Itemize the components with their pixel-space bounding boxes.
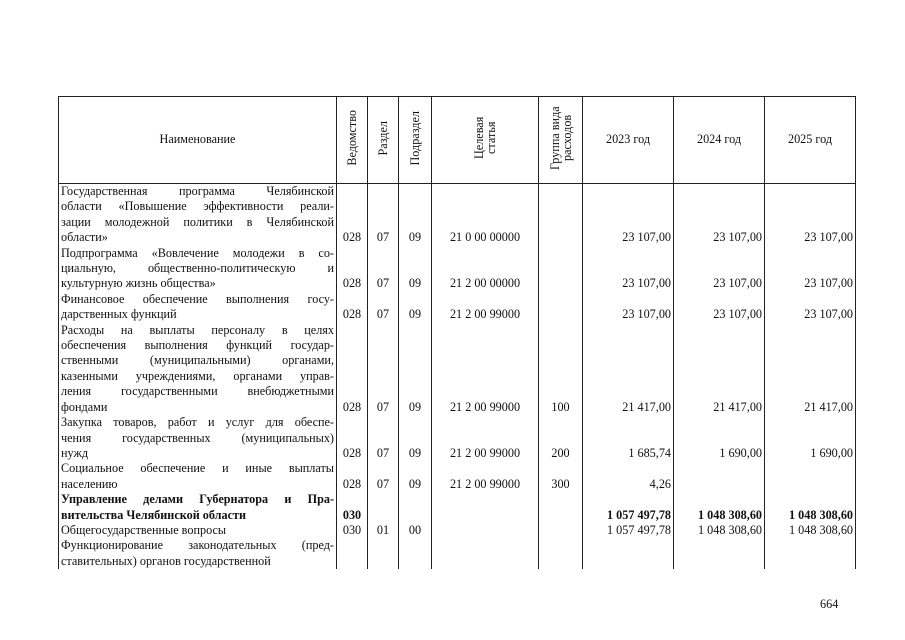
row-name: [59, 292, 337, 323]
row-celevaya: 21 2 00 99000: [432, 461, 539, 492]
row-name-line: обеспечения выполнения функций государ-: [61, 338, 334, 353]
header-gruppa: Группа вида расходов: [539, 97, 583, 184]
row-celevaya: 21 0 00 00000: [432, 184, 539, 246]
row-razdel: 07: [368, 461, 399, 492]
row-name-line: Подпрограмма «Вовлечение молодежи в со-: [61, 245, 334, 260]
row-gruppa: 300: [539, 461, 583, 492]
row-vedomstvo: 028: [337, 246, 368, 292]
row-vedomstvo: 028: [337, 461, 368, 492]
row-razdel: [368, 492, 399, 523]
row-2025: 23 107,00: [765, 246, 856, 292]
row-name: [59, 184, 337, 246]
row-name-line: ления государственными внебюджетными: [61, 384, 334, 399]
row-name-line: нужд: [61, 445, 89, 460]
row-gruppa: [539, 492, 583, 523]
row-razdel: 07: [368, 415, 399, 461]
row-gruppa: [539, 184, 583, 246]
row-podrazdel: 09: [399, 184, 432, 246]
row-celevaya: 21 2 00 00000: [432, 246, 539, 292]
row-razdel: [368, 538, 399, 569]
row-name-line: зации молодежной политики в Челябинской: [61, 214, 334, 229]
row-2025: 21 417,00: [765, 323, 856, 415]
row-name-line: фондами: [61, 399, 108, 414]
table-body: [59, 184, 856, 570]
header-2025: 2025 год: [765, 97, 856, 184]
row-name: [59, 492, 337, 523]
row-celevaya: [432, 492, 539, 523]
row-name-line: циальную, общественно-политическую и: [61, 261, 334, 276]
row-2023: 23 107,00: [583, 246, 674, 292]
row-name: [59, 523, 337, 538]
row-celevaya: 21 2 00 99000: [432, 323, 539, 415]
row-name-line: Общегосударственные вопросы: [61, 522, 227, 537]
row-name-line: дарственных функций: [61, 307, 177, 322]
row-name-line: казенными учреждениями, органами управ-: [61, 368, 334, 383]
row-gruppa: [539, 292, 583, 323]
row-2024: 23 107,00: [674, 184, 765, 246]
row-razdel: 07: [368, 184, 399, 246]
row-2024: 1 690,00: [674, 415, 765, 461]
row-vedomstvo: [337, 538, 368, 569]
table-header-row: [59, 97, 856, 184]
row-vedomstvo: 028: [337, 415, 368, 461]
row-name-line: вительства Челябинской области: [61, 507, 246, 522]
row-2023: 21 417,00: [583, 323, 674, 415]
row-name: [59, 323, 337, 415]
row-2023: 4,26: [583, 461, 674, 492]
row-2025: 23 107,00: [765, 292, 856, 323]
row-name-line: ставительных) органов государственной: [61, 553, 271, 568]
table-row: [59, 523, 856, 538]
row-name-line: Функционирование законодательных (пред-: [61, 538, 334, 553]
row-2023: 1 685,74: [583, 415, 674, 461]
row-name-line: области «Повышение эффективности реали-: [61, 199, 334, 214]
row-gruppa: [539, 246, 583, 292]
row-2025: 1 690,00: [765, 415, 856, 461]
row-gruppa: 100: [539, 323, 583, 415]
row-2024: [674, 538, 765, 569]
row-name-line: Управление делами Губернатора и Пра-: [61, 492, 334, 507]
header-vedomstvo: Ведомство: [337, 97, 368, 184]
row-razdel: 07: [368, 292, 399, 323]
row-podrazdel: [399, 538, 432, 569]
row-name: [59, 246, 337, 292]
row-name: [59, 415, 337, 461]
row-name-line: Социальное обеспечение и иные выплаты: [61, 461, 334, 476]
row-2023: 1 057 497,78: [583, 492, 674, 523]
row-gruppa: [539, 523, 583, 538]
row-vedomstvo: 028: [337, 292, 368, 323]
row-name-line: Государственная программа Челябинской: [61, 184, 334, 198]
header-celevaya: Целевая статья: [432, 97, 539, 184]
budget-table: [58, 96, 856, 569]
table-row: [59, 246, 856, 292]
table-row: [59, 492, 856, 523]
row-2025: [765, 538, 856, 569]
row-podrazdel: 09: [399, 246, 432, 292]
page-number: 664: [820, 597, 839, 611]
header-2024: 2024 год: [674, 97, 765, 184]
row-celevaya: [432, 523, 539, 538]
row-podrazdel: 00: [399, 523, 432, 538]
row-2024: [674, 461, 765, 492]
table-row: [59, 415, 856, 461]
row-name: [59, 538, 337, 569]
row-name: [59, 461, 337, 492]
row-2023: 23 107,00: [583, 184, 674, 246]
row-celevaya: 21 2 00 99000: [432, 415, 539, 461]
row-2023: [583, 538, 674, 569]
row-name-line: населению: [61, 476, 118, 491]
row-2025: 1 048 308,60: [765, 523, 856, 538]
row-vedomstvo: 030: [337, 492, 368, 523]
row-2024: 1 048 308,60: [674, 492, 765, 523]
row-2024: 21 417,00: [674, 323, 765, 415]
row-2024: 23 107,00: [674, 292, 765, 323]
row-2024: 1 048 308,60: [674, 523, 765, 538]
row-2025: [765, 461, 856, 492]
table-row: [59, 461, 856, 492]
row-razdel: 07: [368, 246, 399, 292]
table-row: [59, 292, 856, 323]
row-podrazdel: 09: [399, 292, 432, 323]
row-name-line: ственными (муниципальными) органами,: [61, 353, 334, 368]
row-2024: 23 107,00: [674, 246, 765, 292]
row-name-line: Расходы на выплаты персоналу в целях: [61, 322, 334, 337]
row-podrazdel: 09: [399, 461, 432, 492]
row-name-line: Закупка товаров, работ и услуг для обеспе-: [61, 415, 334, 430]
row-2023: 1 057 497,78: [583, 523, 674, 538]
header-razdel: Раздел: [368, 97, 399, 184]
table-row: [59, 323, 856, 415]
row-gruppa: 200: [539, 415, 583, 461]
table-row: [59, 538, 856, 569]
row-podrazdel: 09: [399, 415, 432, 461]
header-2023: 2023 год: [583, 97, 674, 184]
row-name-line: культурную жизнь общества»: [61, 276, 216, 291]
table-row: [59, 184, 856, 246]
header-name: Наименование: [59, 97, 337, 184]
row-razdel: 01: [368, 523, 399, 538]
row-2025: 1 048 308,60: [765, 492, 856, 523]
row-vedomstvo: 028: [337, 184, 368, 246]
row-name-line: Финансовое обеспечение выполнения госу-: [61, 291, 334, 306]
row-gruppa: [539, 538, 583, 569]
row-vedomstvo: 030: [337, 523, 368, 538]
header-podrazdel: Подраздел: [399, 97, 432, 184]
row-podrazdel: 09: [399, 323, 432, 415]
row-name-line: области»: [61, 230, 108, 245]
row-2023: 23 107,00: [583, 292, 674, 323]
row-celevaya: 21 2 00 99000: [432, 292, 539, 323]
row-2025: 23 107,00: [765, 184, 856, 246]
row-vedomstvo: 028: [337, 323, 368, 415]
row-razdel: 07: [368, 323, 399, 415]
row-celevaya: [432, 538, 539, 569]
row-podrazdel: [399, 492, 432, 523]
row-name-line: чения государственных (муниципальных): [61, 430, 334, 445]
